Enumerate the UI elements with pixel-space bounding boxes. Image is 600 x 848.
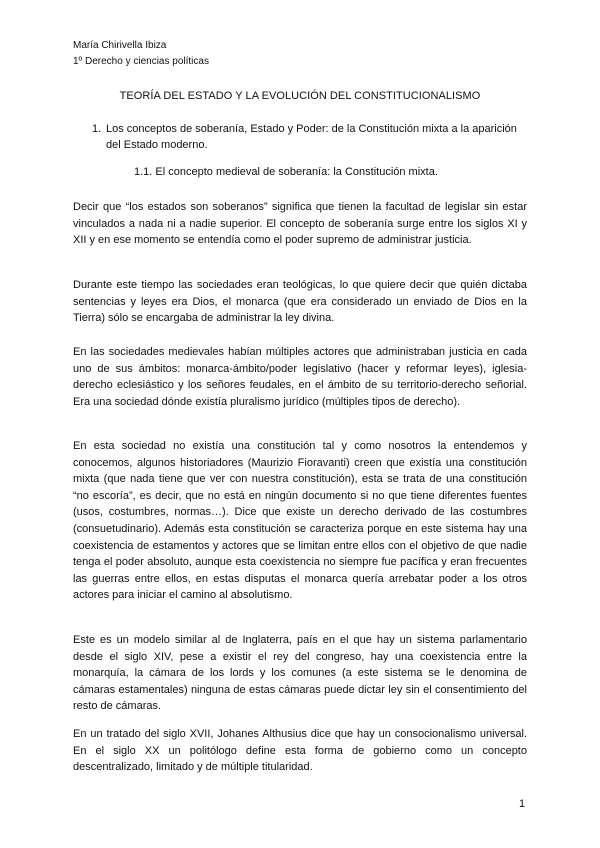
paragraph: En las sociedades medievales habían múltiples actores que administraban justicia en cada uno de sus ámbitos: monarca-ámbito/poder legislativo (hacer y reformar leyes), iglesia-derecho eclesiástico y los señores feudales, en el ámbito de su territorio-derecho señorial. Era una sociedad dónde existía pluralismo jurídico (múltiples tipos de derecho).: [73, 346, 527, 408]
subsection-heading: 1.1. El concepto medieval de soberanía: la Constitución mixta.: [134, 166, 438, 178]
section-title: Los conceptos de soberanía, Estado y Poder: de la Constitución mixta a la aparición del Estado moderno.: [106, 123, 517, 151]
section-number: 1.: [92, 123, 102, 135]
page-number: 1: [519, 798, 526, 810]
paragraph: En un tratado del siglo XVII, Johanes Althusius dice que hay un consocionalismo universal. En el siglo XX un politólogo define esta forma de gobierno como un concepto descentralizado, limitado y de múltiple titularidad.: [73, 728, 527, 774]
paragraph: Este es un modelo similar al de Inglaterra, país en el que hay un sistema parlamentario desde el siglo XIV, pese a existir el rey del congreso, hay una coexistencia entre la monarquía, la cámara de los lords y los comunes (a este sistema se le denomina de cámaras estamentales) ninguna de estas cámaras puede dictar ley sin el consentimiento del resto de cámaras.: [73, 634, 527, 713]
page-header: [73, 38, 209, 70]
section-heading: [92, 121, 532, 153]
course-name: 1º Derecho y ciencias políticas: [73, 56, 209, 67]
paragraph: Durante este tiempo las sociedades eran teológicas, lo que quiere decir que quién dictaba sentencias y leyes era Dios, el monarca (que era considerado un enviado de Dios en la Tierra) sólo se encargaba de administrar la ley divina.: [73, 279, 527, 325]
paragraph: Decir que “los estados son soberanos” significa que tienen la facultad de legislar sin estar vinculados a nada ni a nadie superior. El concepto de soberanía surge entre los siglos XI y XII y en ese momento se entendía como el poder supremo de administrar justicia.: [73, 201, 527, 247]
paragraph: En esta sociedad no existía una constitución tal y como nosotros la entendemos y conocemos, algunos historiadores (Maurizio Fioravanti) creen que existía una constitución mixta (que nada tiene que ver con nuestra constitución), esta se trata de una constitución “no escoría”, es decir, que no está en ningún documento si no que tiene diferentes fuentes (usos, costumbres, normas…). Dice que existe un derecho derivado de las costumbres (consuetudinario). Además esta constitución se caracteriza porque en este sistema hay una coexistencia de estamentos y actores que se limitan entre ellos con el objetivo de que nadie tenga el poder absoluto, aunque esta coexistencia no siempre fue pacífica y eran frecuentes las guerras entre ellos, en estas disputas el monarca quería arrebatar poder a los otros actores para iniciar el camino al absolutismo.: [73, 440, 527, 602]
author-name: María Chirivella Ibiza: [73, 40, 167, 51]
document-title: TEORÍA DEL ESTADO Y LA EVOLUCIÓN DEL CONSTITUCIONALISMO: [119, 90, 481, 102]
